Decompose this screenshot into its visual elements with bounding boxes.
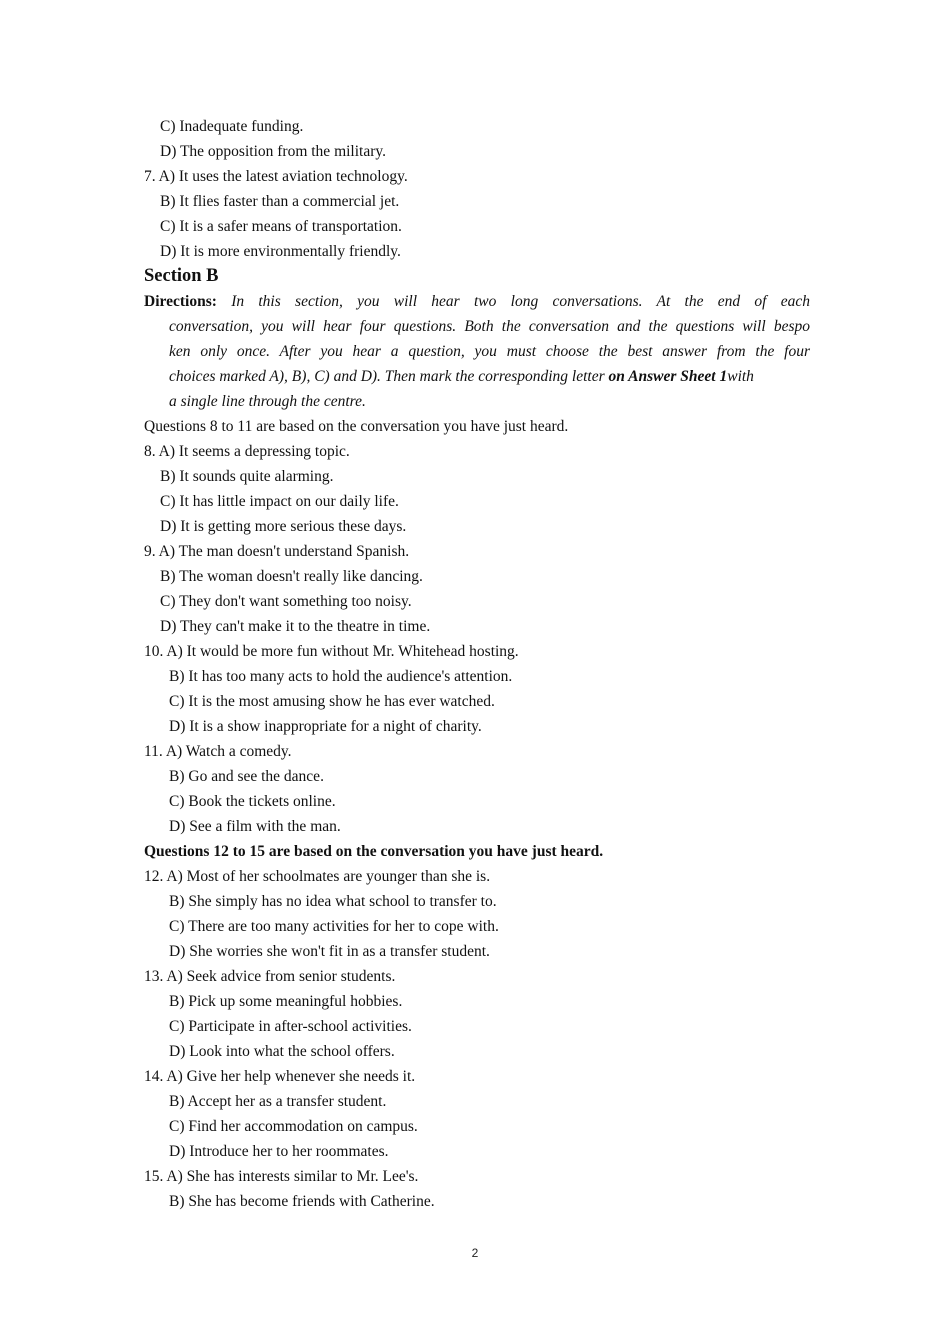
question-12: 12. A) Most of her schoolmates are younger than she is. xyxy=(144,868,491,885)
option-line: B) It flies faster than a commercial jet. xyxy=(160,193,400,210)
directions-line: ken only once. After you hear a question, you must choose the best answer from the four xyxy=(169,343,810,360)
option-line: C) It is the most amusing show he has ever watched. xyxy=(169,693,495,710)
document-page xyxy=(144,114,810,1214)
question-13: 13. A) Seek advice from senior students. xyxy=(144,968,396,985)
option-line: C) There are too many activities for her to cope with. xyxy=(169,918,499,935)
directions-label: Directions: xyxy=(144,293,217,310)
question-14: 14. A) Give her help whenever she needs it. xyxy=(144,1068,416,1085)
directions-line xyxy=(144,364,810,389)
option-line: C) Inadequate funding. xyxy=(160,118,304,135)
option-line: D) Look into what the school offers. xyxy=(169,1043,395,1060)
option-line: D) It is more environmentally friendly. xyxy=(160,243,401,260)
question-8: 8. A) It seems a depressing topic. xyxy=(144,443,350,460)
option-line: C) Book the tickets online. xyxy=(169,793,336,810)
option-line: C) Participate in after-school activities. xyxy=(169,1018,412,1035)
option-line: B) She simply has no idea what school to transfer to. xyxy=(169,893,497,910)
option-line: C) They don't want something too noisy. xyxy=(160,593,412,610)
question-7: 7. A) It uses the latest aviation technology. xyxy=(144,168,408,185)
option-line: B) Go and see the dance. xyxy=(169,768,324,785)
group-intro: Questions 12 to 15 are based on the conversation you have just heard. xyxy=(144,843,604,860)
option-line: B) Pick up some meaningful hobbies. xyxy=(169,993,403,1010)
option-line: D) It is getting more serious these days. xyxy=(160,518,407,535)
option-line: D) Introduce her to her roommates. xyxy=(169,1143,389,1160)
directions-text: In this section, you will hear two long conversations. At the end of each xyxy=(231,293,810,310)
option-line: C) Find her accommodation on campus. xyxy=(169,1118,418,1135)
question-10: 10. A) It would be more fun without Mr. Whitehead hosting. xyxy=(144,643,519,660)
option-line: D) The opposition from the military. xyxy=(160,143,387,160)
option-line: D) They can't make it to the theatre in time. xyxy=(160,618,431,635)
question-11: 11. A) Watch a comedy. xyxy=(144,743,292,760)
option-line: B) Accept her as a transfer student. xyxy=(169,1093,387,1110)
option-line: B) It sounds quite alarming. xyxy=(160,468,334,485)
option-line: D) It is a show inappropriate for a night of charity. xyxy=(169,718,482,735)
question-15: 15. A) She has interests similar to Mr. Lee's. xyxy=(144,1168,419,1185)
option-line: C) It has little impact on our daily life. xyxy=(160,493,399,510)
group-intro: Questions 8 to 11 are based on the conversation you have just heard. xyxy=(144,418,569,435)
page-number: 2 xyxy=(471,1246,479,1260)
directions-text: choices marked A), B), C) and D). Then mark the corresponding letter xyxy=(169,368,609,385)
directions-line xyxy=(144,289,810,314)
option-line: B) The woman doesn't really like dancing. xyxy=(160,568,423,585)
option-line: B) She has become friends with Catherine. xyxy=(169,1193,435,1210)
question-9: 9. A) The man doesn't understand Spanish. xyxy=(144,543,410,560)
directions-line: conversation, you will hear four questions. Both the conversation and the questions will bespo xyxy=(169,318,810,335)
option-line: B) It has too many acts to hold the audience's attention. xyxy=(169,668,513,685)
directions-block xyxy=(144,289,810,414)
option-line: C) It is a safer means of transportation. xyxy=(160,218,402,235)
directions-line: a single line through the centre. xyxy=(169,393,366,410)
answer-sheet-ref: on Answer Sheet 1 xyxy=(608,368,728,385)
section-title: Section B xyxy=(144,266,219,286)
option-line: D) See a film with the man. xyxy=(169,818,341,835)
directions-text: with xyxy=(727,368,754,385)
option-line: D) She worries she won't fit in as a transfer student. xyxy=(169,943,490,960)
